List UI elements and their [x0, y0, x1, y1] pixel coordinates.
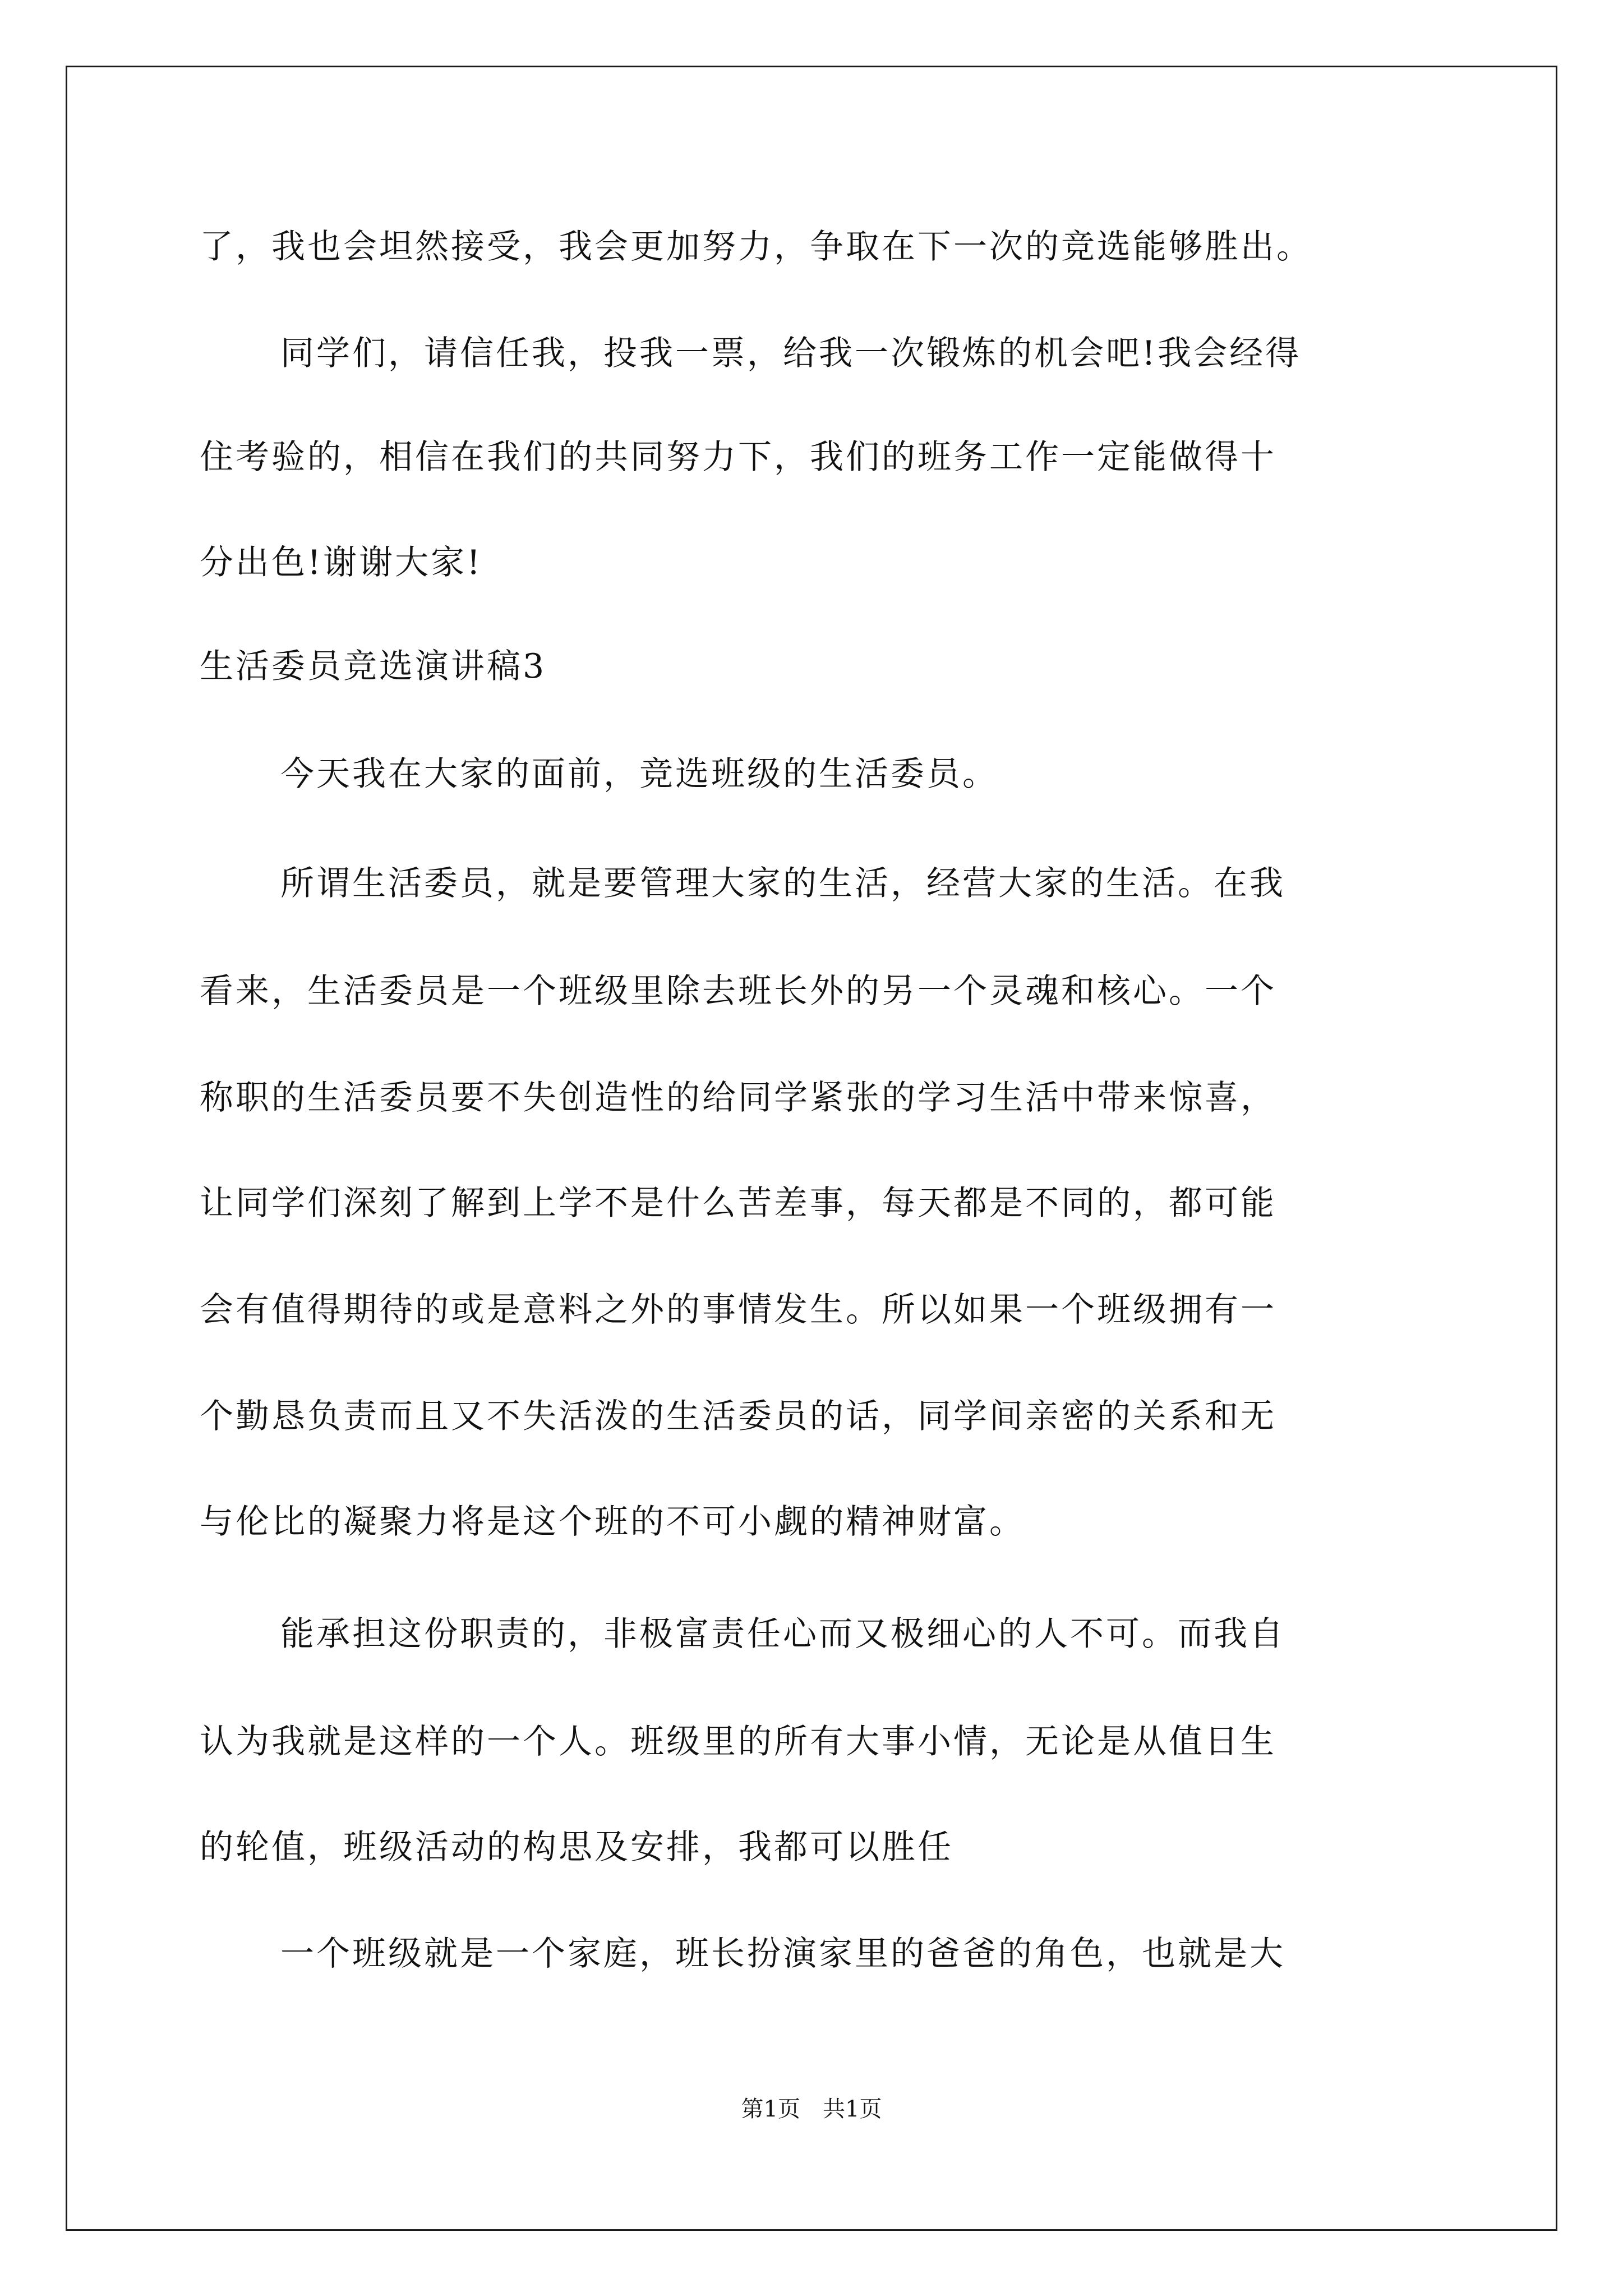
text-line-11: 会有值得期待的或是意料之外的事情发生。所以如果一个班级拥有一 — [200, 1290, 1276, 1329]
text-line-8: 看来，生活委员是一个班级里除去班长外的另一个灵魂和核心。一个 — [200, 972, 1276, 1011]
text-line-12: 个勤恳负责而且又不失活泼的生活委员的话，同学间亲密的关系和无 — [200, 1397, 1276, 1436]
text-line-14: 能承担这份职责的，非极富责任心而又极细心的人不可。而我自 — [280, 1614, 1285, 1654]
text-line-13: 与伦比的凝聚力将是这个班的不可小觑的精神财富。 — [200, 1502, 1025, 1542]
text-line-17: 一个班级就是一个家庭，班长扮演家里的爸爸的角色，也就是大 — [280, 1934, 1285, 1973]
text-line-16: 的轮值，班级活动的构思及安排，我都可以胜任 — [200, 1828, 953, 1867]
text-line-2: 同学们，请信任我，投我一票，给我一次锻炼的机会吧!我会经得 — [280, 334, 1302, 373]
section-heading: 生活委员竞选演讲稿3 — [200, 647, 547, 686]
text-line-4: 分出色!谢谢大家! — [200, 543, 483, 582]
text-line-7: 所谓生活委员，就是要管理大家的生活，经营大家的生活。在我 — [280, 864, 1285, 903]
page-footer: 第1页 共1页 — [741, 2096, 882, 2122]
text-line-15: 认为我就是这样的一个人。班级里的所有大事小情，无论是从值日生 — [200, 1722, 1276, 1761]
page-border — [66, 66, 1557, 2231]
text-line-6: 今天我在大家的面前，竞选班级的生活委员。 — [280, 754, 998, 794]
text-line-10: 让同学们深刻了解到上学不是什么苦差事，每天都是不同的，都可能 — [200, 1184, 1276, 1223]
text-line-1: 了，我也会坦然接受，我会更加努力，争取在下一次的竞选能够胜出。 — [200, 227, 1312, 266]
text-line-9: 称职的生活委员要不失创造性的给同学紧张的学习生活中带来惊喜， — [200, 1078, 1276, 1117]
text-line-3: 住考验的，相信在我们的共同努力下，我们的班务工作一定能做得十 — [200, 438, 1276, 477]
